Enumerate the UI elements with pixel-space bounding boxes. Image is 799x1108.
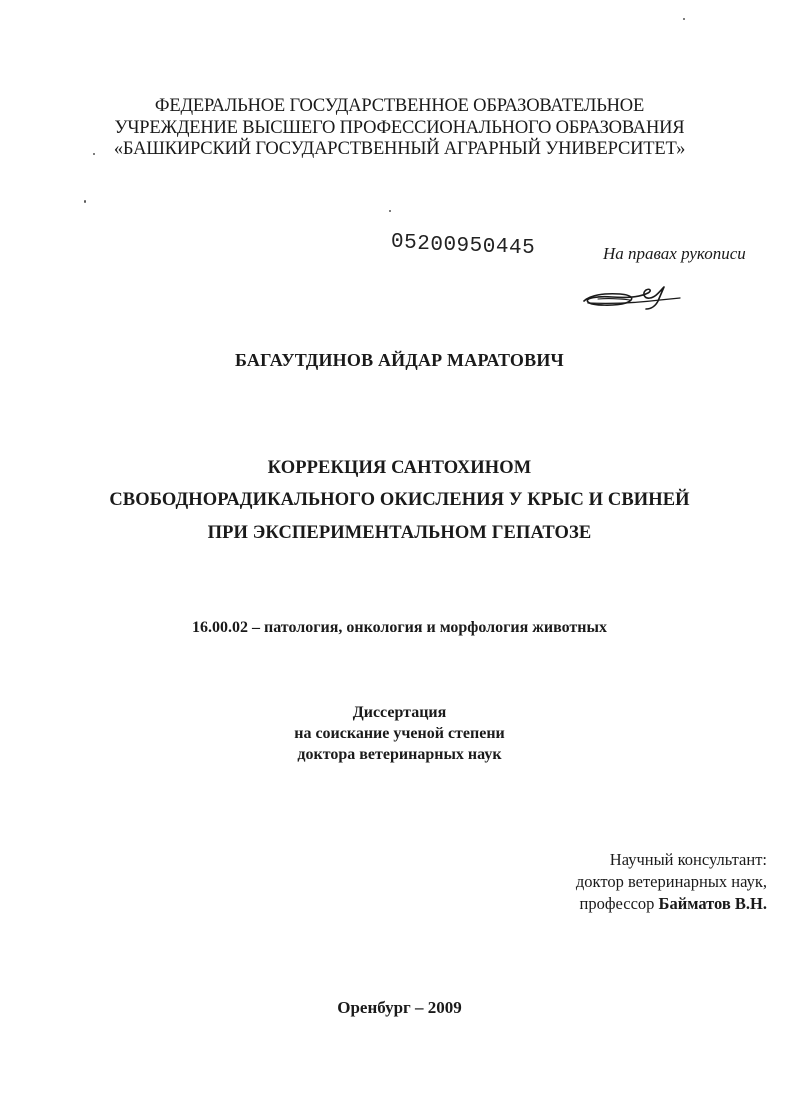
specialty-code: 16.00.02 – патология, онкология и морфология животных (192, 619, 607, 636)
advisor-name-line (580, 894, 768, 914)
registration-number (391, 231, 536, 260)
title-line-2: СВОБОДНОРАДИКАЛЬНОГО ОКИСЛЕНИЯ У КРЫС И СВИНЕЙ (109, 490, 690, 510)
registration-digit: 0 (443, 234, 457, 257)
place-and-year: Оренбург – 2009 (337, 998, 462, 1017)
dissertation-line-3: доктора ветеринарных наук (297, 746, 502, 763)
title-line-3: ПРИ ЭКСПЕРИМЕНТАЛЬНОМ ГЕПАТОЗЕ (207, 523, 592, 543)
advisor-label: Научный консультант: (609, 850, 767, 869)
manuscript-rights: На правах рукописи (603, 244, 746, 263)
registration-digit: 4 (508, 237, 523, 260)
registration-digit: 5 (404, 232, 418, 255)
signature-icon (580, 273, 690, 313)
author-name: БАГАУТДИНОВ АЙДАР МАРАТОВИЧ (235, 350, 564, 370)
advisor-degree: доктор ветеринарных наук, (575, 872, 767, 891)
advisor-name: Байматов В.Н. (658, 894, 767, 913)
scan-speck (389, 210, 391, 212)
title-line-1: КОРРЕКЦИЯ САНТОХИНОМ (267, 458, 532, 478)
advisor-title: профессор (579, 894, 659, 913)
registration-digit: 0 (482, 236, 496, 259)
registration-digit: 0 (430, 234, 444, 257)
registration-digit: 5 (522, 237, 536, 260)
dissertation-line-2: на соискание ученой степени (294, 725, 505, 742)
registration-digit: 4 (495, 236, 509, 259)
institution-line-3: «БАШКИРСКИЙ ГОСУДАРСТВЕННЫЙ АГРАРНЫЙ УНИВЕРСИТЕТ» (113, 139, 686, 159)
registration-digit: 0 (391, 231, 405, 254)
dissertation-line-1: Диссертация (352, 704, 447, 721)
registration-digit: 5 (469, 235, 483, 258)
scan-speck (84, 200, 86, 203)
registration-digit: 9 (456, 235, 470, 258)
scan-speck (683, 18, 685, 20)
registration-digit: 2 (417, 233, 431, 256)
institution-line-1: ФЕДЕРАЛЬНОЕ ГОСУДАРСТВЕННОЕ ОБРАЗОВАТЕЛЬНОЕ (154, 96, 645, 116)
institution-line-2: УЧРЕЖДЕНИЕ ВЫСШЕГО ПРОФЕССИОНАЛЬНОГО ОБРАЗОВАНИЯ (114, 118, 685, 138)
